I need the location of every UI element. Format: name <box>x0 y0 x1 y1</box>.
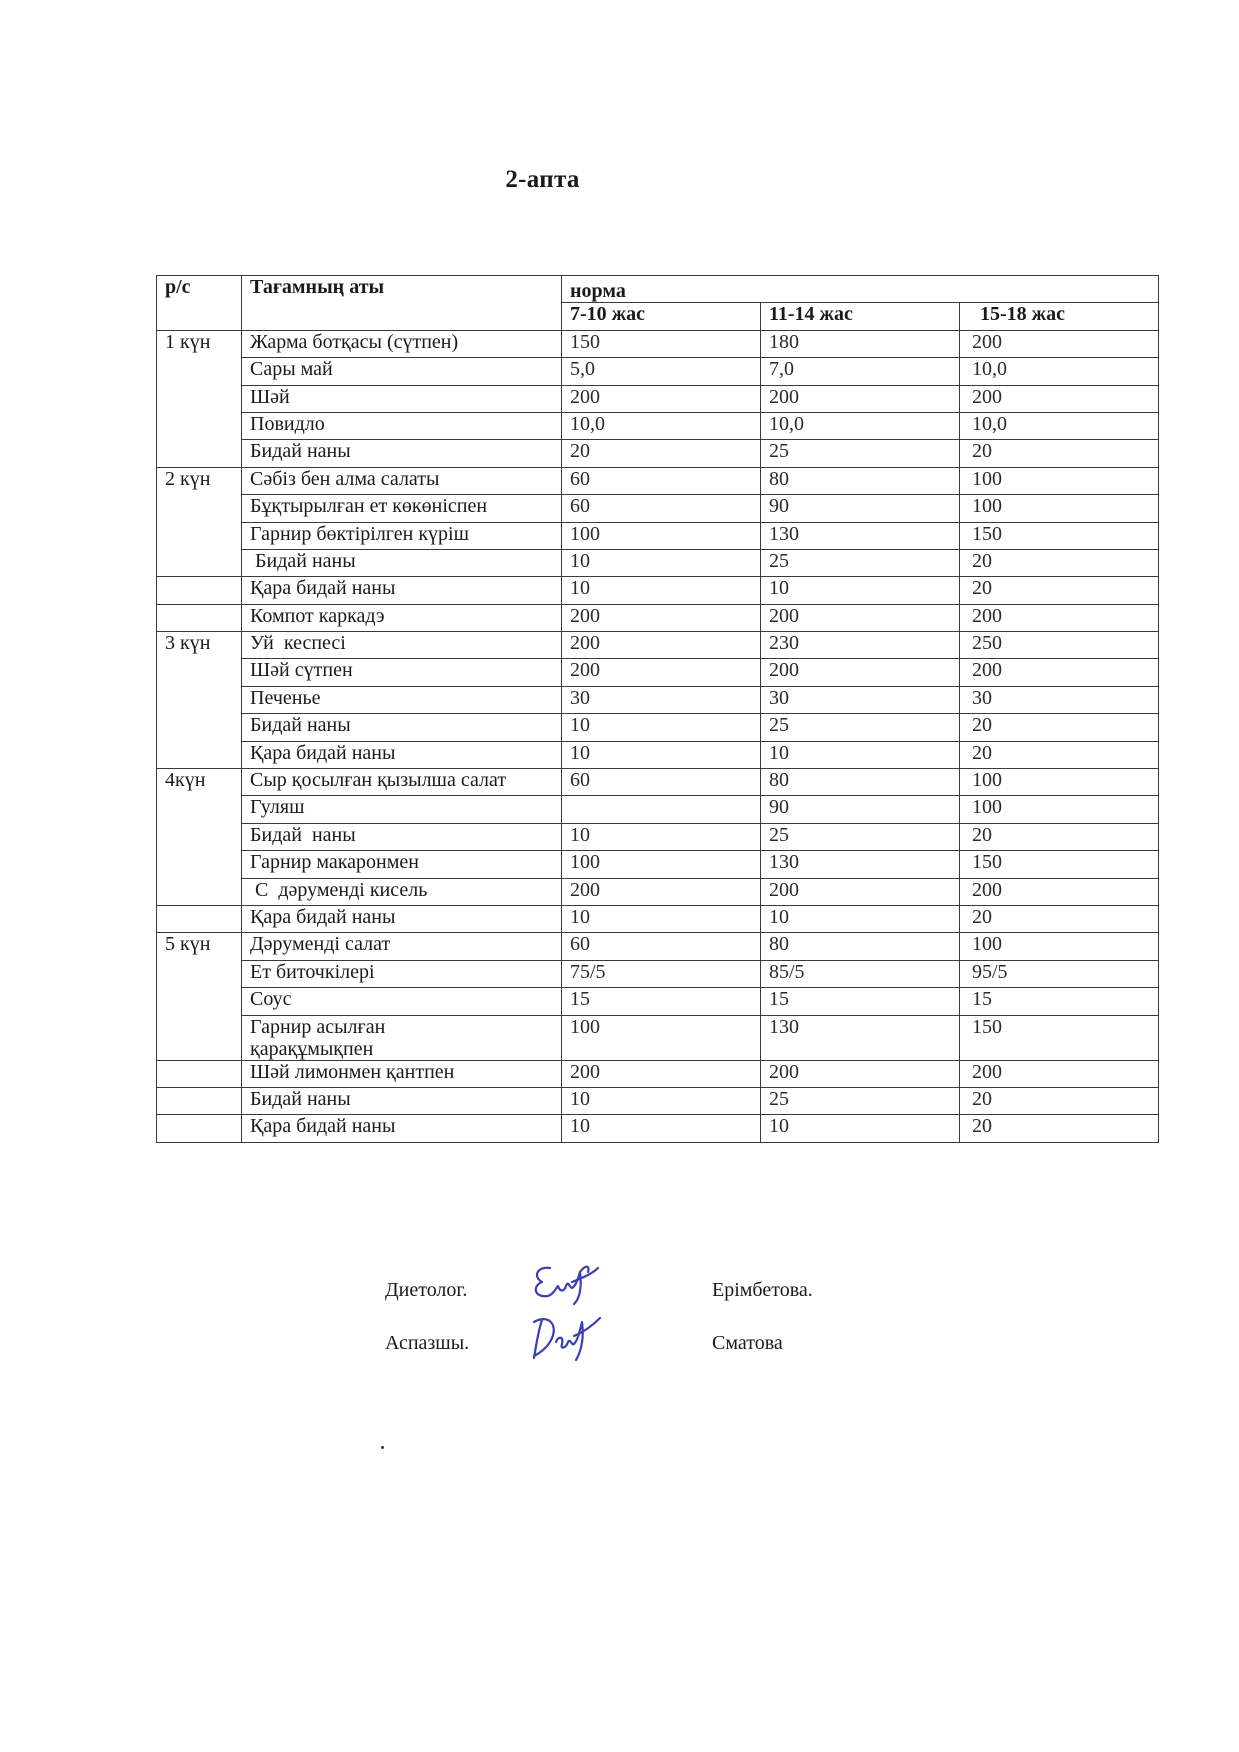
norma-value-age-1: 200 <box>562 659 761 686</box>
norma-value-age-2: 10 <box>761 741 960 768</box>
norma-value-age-2: 10 <box>761 577 960 604</box>
header-row <box>157 276 1159 303</box>
norma-value-age-2: 90 <box>761 796 960 823</box>
table-row <box>157 604 1159 631</box>
norma-value-age-3: 20 <box>960 714 1159 741</box>
table-row <box>157 412 1159 439</box>
norma-value-age-3: 200 <box>960 659 1159 686</box>
norma-value-age-2: 200 <box>761 1060 960 1087</box>
table-row <box>157 960 1159 987</box>
norma-value-age-3: 150 <box>960 522 1159 549</box>
norma-value-age-3: 100 <box>960 495 1159 522</box>
table-row <box>157 440 1159 467</box>
norma-value-age-3: 10,0 <box>960 358 1159 385</box>
norma-value-age-2: 25 <box>761 714 960 741</box>
table-row <box>157 933 1159 960</box>
norma-value-age-1: 5,0 <box>562 358 761 385</box>
norma-value-age-3: 20 <box>960 905 1159 932</box>
handwritten-signature-cook <box>528 1308 608 1364</box>
dish-name: Гарнир асылған қарақұмықпен <box>242 1015 562 1060</box>
norma-value-age-3: 30 <box>960 686 1159 713</box>
table-row <box>157 823 1159 850</box>
header-age-3: 15-18 жас <box>960 303 1159 330</box>
norma-value-age-1: 10 <box>562 905 761 932</box>
day-label: 3 күн <box>157 632 242 769</box>
day-label: 5 күн <box>157 933 242 1060</box>
table-row <box>157 878 1159 905</box>
norma-value-age-1: 100 <box>562 1015 761 1060</box>
table-row <box>157 769 1159 796</box>
norma-value-age-1: 10 <box>562 577 761 604</box>
norma-value-age-2: 200 <box>761 604 960 631</box>
norma-value-age-3: 200 <box>960 1060 1159 1087</box>
norma-value-age-3: 10,0 <box>960 412 1159 439</box>
table-row <box>157 330 1159 357</box>
signature-name-dietitian: Ерімбетова. <box>712 1279 813 1301</box>
header-dish-name: Тағамның аты <box>242 276 562 331</box>
norma-value-age-2: 200 <box>761 659 960 686</box>
table-row <box>157 358 1159 385</box>
norma-value-age-2: 130 <box>761 851 960 878</box>
table-row <box>157 385 1159 412</box>
dish-name: С дәруменді кисель <box>242 878 562 905</box>
norma-value-age-3: 100 <box>960 769 1159 796</box>
norma-value-age-2: 200 <box>761 385 960 412</box>
norma-value-age-2: 200 <box>761 878 960 905</box>
norma-value-age-1: 10 <box>562 714 761 741</box>
dish-name: Дәруменді салат <box>242 933 562 960</box>
signature-name-cook: Сматова <box>712 1332 783 1354</box>
dish-name: Сары май <box>242 358 562 385</box>
norma-value-age-3: 20 <box>960 577 1159 604</box>
header-age-2: 11-14 жас <box>761 303 960 330</box>
norma-value-age-3: 150 <box>960 1015 1159 1060</box>
norma-value-age-1: 10 <box>562 1115 761 1142</box>
dish-name: Бидай наны <box>242 549 562 576</box>
norma-value-age-1: 30 <box>562 686 761 713</box>
norma-value-age-1: 10 <box>562 1087 761 1114</box>
table-row <box>157 988 1159 1015</box>
norma-value-age-1: 10,0 <box>562 412 761 439</box>
norma-value-age-2: 10,0 <box>761 412 960 439</box>
norma-value-age-2: 85/5 <box>761 960 960 987</box>
dish-name: Сыр қосылған қызылша салат <box>242 769 562 796</box>
norma-value-age-2: 80 <box>761 933 960 960</box>
stray-dot <box>381 1446 384 1449</box>
dish-name: Шәй сүтпен <box>242 659 562 686</box>
table-row <box>157 905 1159 932</box>
norma-value-age-3: 15 <box>960 988 1159 1015</box>
signature-role-cook: Аспазшы. <box>385 1332 470 1354</box>
dish-name: Гарнир макаронмен <box>242 851 562 878</box>
norma-value-age-1: 60 <box>562 769 761 796</box>
norma-value-age-2: 15 <box>761 988 960 1015</box>
norma-value-age-1: 200 <box>562 632 761 659</box>
norma-value-age-2: 230 <box>761 632 960 659</box>
norma-value-age-1: 200 <box>562 1060 761 1087</box>
norma-value-age-2: 130 <box>761 1015 960 1060</box>
day-label: 1 күн <box>157 330 242 467</box>
header-num: р/с <box>157 276 242 331</box>
header-norma: норма <box>562 276 1159 303</box>
dish-name: Бидай наны <box>242 714 562 741</box>
dish-name: Уй кеспесі <box>242 632 562 659</box>
norma-value-age-2: 130 <box>761 522 960 549</box>
norma-value-age-2: 10 <box>761 905 960 932</box>
menu-table <box>156 275 1159 1143</box>
norma-value-age-1: 200 <box>562 604 761 631</box>
day-label <box>157 1115 242 1142</box>
norma-value-age-3: 20 <box>960 1115 1159 1142</box>
table-row <box>157 467 1159 494</box>
norma-value-age-1: 10 <box>562 823 761 850</box>
table-row <box>157 577 1159 604</box>
table-row <box>157 1015 1159 1060</box>
norma-value-age-3: 100 <box>960 467 1159 494</box>
dish-name: Шәй лимонмен қантпен <box>242 1060 562 1087</box>
norma-value-age-3: 20 <box>960 440 1159 467</box>
norma-value-age-3: 250 <box>960 632 1159 659</box>
norma-value-age-2: 10 <box>761 1115 960 1142</box>
dish-name: Бидай наны <box>242 823 562 850</box>
day-label <box>157 577 242 604</box>
dish-name: Компот каркадэ <box>242 604 562 631</box>
norma-value-age-1: 15 <box>562 988 761 1015</box>
norma-value-age-1: 100 <box>562 522 761 549</box>
dish-name: Бұқтырылған ет көкөніспен <box>242 495 562 522</box>
dish-name: Бидай наны <box>242 1087 562 1114</box>
dish-name: Ет биточкілері <box>242 960 562 987</box>
norma-value-age-1: 20 <box>562 440 761 467</box>
norma-value-age-1: 10 <box>562 741 761 768</box>
norma-value-age-2: 25 <box>761 823 960 850</box>
dish-name: Повидло <box>242 412 562 439</box>
table-row <box>157 549 1159 576</box>
norma-value-age-3: 20 <box>960 1087 1159 1114</box>
norma-value-age-1: 200 <box>562 878 761 905</box>
norma-value-age-3: 20 <box>960 823 1159 850</box>
norma-value-age-3: 100 <box>960 933 1159 960</box>
norma-value-age-3: 100 <box>960 796 1159 823</box>
table-row <box>157 796 1159 823</box>
norma-value-age-3: 200 <box>960 604 1159 631</box>
dish-name: Қара бидай наны <box>242 577 562 604</box>
norma-value-age-1: 60 <box>562 467 761 494</box>
day-label: 4күн <box>157 769 242 906</box>
signature-role-dietitian: Диетолог. <box>385 1279 468 1301</box>
norma-value-age-2: 7,0 <box>761 358 960 385</box>
table-row <box>157 495 1159 522</box>
norma-value-age-2: 90 <box>761 495 960 522</box>
dish-name: Қара бидай наны <box>242 905 562 932</box>
norma-value-age-3: 200 <box>960 385 1159 412</box>
day-label <box>157 1060 242 1087</box>
norma-value-age-3: 200 <box>960 330 1159 357</box>
norma-value-age-2: 80 <box>761 467 960 494</box>
dish-name: Гарнир бөктірілген күріш <box>242 522 562 549</box>
norma-value-age-3: 95/5 <box>960 960 1159 987</box>
dish-name: Жарма ботқасы (сүтпен) <box>242 330 562 357</box>
norma-value-age-1: 60 <box>562 495 761 522</box>
norma-value-age-3: 20 <box>960 549 1159 576</box>
norma-value-age-1 <box>562 796 761 823</box>
norma-value-age-2: 25 <box>761 1087 960 1114</box>
norma-value-age-1: 100 <box>562 851 761 878</box>
dish-name: Гуляш <box>242 796 562 823</box>
day-label <box>157 905 242 932</box>
dish-name: Қара бидай наны <box>242 1115 562 1142</box>
norma-value-age-2: 30 <box>761 686 960 713</box>
table-row <box>157 686 1159 713</box>
table-row <box>157 741 1159 768</box>
dish-name: Соус <box>242 988 562 1015</box>
norma-value-age-3: 200 <box>960 878 1159 905</box>
table-row <box>157 1115 1159 1142</box>
table-row <box>157 1087 1159 1114</box>
norma-value-age-2: 25 <box>761 440 960 467</box>
menu-body <box>157 330 1159 1142</box>
table-row <box>157 522 1159 549</box>
norma-value-age-2: 25 <box>761 549 960 576</box>
page-title: 2-апта <box>505 166 580 193</box>
header-age-1: 7-10 жас <box>562 303 761 330</box>
day-label <box>157 604 242 631</box>
day-label: 2 күн <box>157 467 242 577</box>
dish-name: Сәбіз бен алма салаты <box>242 467 562 494</box>
norma-value-age-1: 75/5 <box>562 960 761 987</box>
table-row <box>157 714 1159 741</box>
dish-name: Қара бидай наны <box>242 741 562 768</box>
norma-value-age-2: 80 <box>761 769 960 796</box>
handwritten-signature-dietitian <box>528 1258 608 1308</box>
norma-value-age-1: 10 <box>562 549 761 576</box>
dish-name: Шәй <box>242 385 562 412</box>
day-label <box>157 1087 242 1114</box>
dish-name: Печенье <box>242 686 562 713</box>
norma-value-age-3: 20 <box>960 741 1159 768</box>
dish-name: Бидай наны <box>242 440 562 467</box>
table-row <box>157 659 1159 686</box>
norma-value-age-2: 180 <box>761 330 960 357</box>
table-row <box>157 851 1159 878</box>
norma-value-age-1: 150 <box>562 330 761 357</box>
table-row <box>157 1060 1159 1087</box>
norma-value-age-3: 150 <box>960 851 1159 878</box>
table-row <box>157 632 1159 659</box>
norma-value-age-1: 200 <box>562 385 761 412</box>
norma-value-age-1: 60 <box>562 933 761 960</box>
